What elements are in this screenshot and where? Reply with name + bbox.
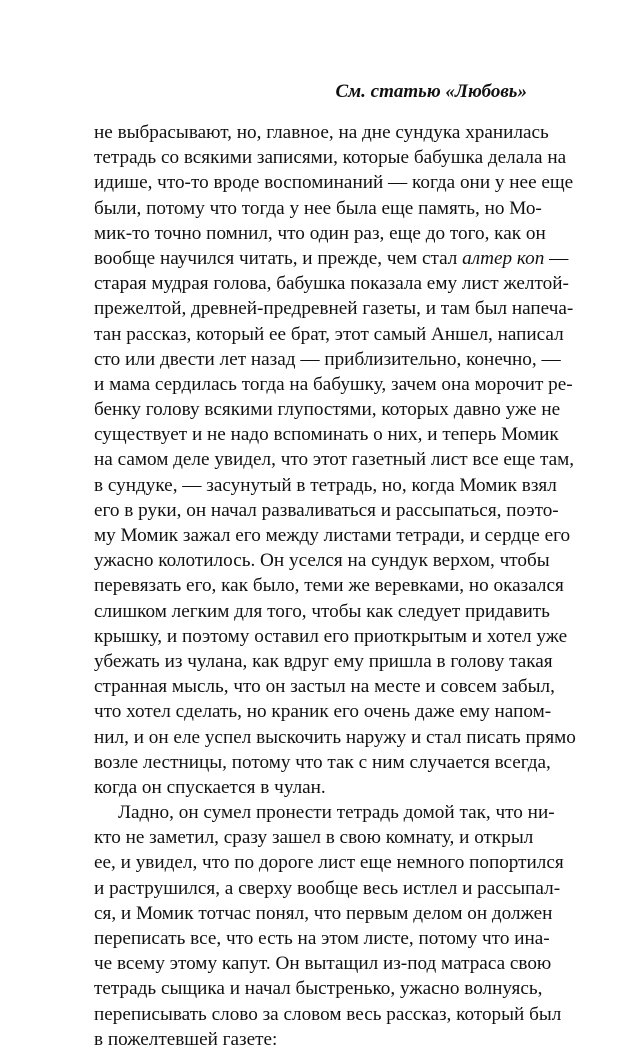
text-line: крышку, и поэтому оставил его приоткрытым и хотел уже [94,625,568,647]
text-line: существует и не надо вспоминать о них, и теперь Момик [94,424,559,446]
text-line: сто или двести лет назад — приблизительно, конечно, — [94,348,561,370]
text-line: нил, и он еле успел выскочить наружу и стал писать прямо [94,726,576,748]
text-line: возле лестницы, потому что так с ним случается всегда, [94,751,551,773]
text-line: убежать из чулана, как вдруг ему пришла в голову такая [94,650,553,672]
text-line: старая мудрая голова, бабушка показала ему лист желтой- [94,273,569,295]
text-segment: вообще научился читать, и прежде, чем стал [94,247,463,269]
text-line: перевязать его, как было, теми же веревками, но оказался [94,575,564,597]
text-line: и мама сердилась тогда на бабушку, зачем она морочит ре- [94,373,573,395]
text-line: переписать все, что есть на этом листе, потому что ина- [94,928,550,949]
text-line: и раструшился, а сверху вообще весь истлел и рассыпал- [94,877,561,899]
text-line: в пожелтевшей газете: [94,1028,278,1050]
text-line: ее, и увидел, что по дороге лист еще немного попортился [94,852,564,874]
text-line: были, потому что тогда у нее была еще память, но Мо- [94,197,542,219]
text-line: что хотел сделать, но краник его очень даже ему напом- [94,701,552,723]
text-line: не выбрасывают, но, главное, на дне сундука хранилась [94,122,549,143]
text-line: в сундуке, — засунутый в тетрадь, но, когда Момик взял [94,474,557,496]
italic-phrase: алтер коп [462,247,545,269]
text-line: бенку голову всякими глупостями, которых давно уже не [94,399,561,421]
text-line: тан рассказ, который ее брат, этот самый Аншел, написал [94,323,564,345]
text-line: на самом деле увидел, что этот газетный лист все еще там, [94,449,575,471]
text-line: когда он спускается в чулан. [94,776,326,798]
text-line: идише, что-то вроде воспоминаний — когда они у нее еще [94,172,574,194]
text-line-with-italic [94,246,569,271]
text-line: Ладно, он сумел пронести тетрадь домой так, что ни- [118,802,555,824]
text-line: переписывать слово за словом весь рассказ, который был [94,1003,562,1025]
text-line: его в руки, он начал разваливаться и рассыпаться, поэто- [94,499,559,521]
running-head: См. статью «Любовь» [335,81,527,102]
text-line: прежелтой, древней-предревней газеты, и там был напеча- [94,298,574,320]
text-line: кто не заметил, сразу зашел в свою комнату, и открыл [94,827,534,849]
text-segment: — [544,247,569,269]
text-line: ся, и Момик тотчас понял, что первым делом он должен [94,902,553,924]
text-line: странная мысль, что он застыл на месте и совсем забыл, [94,676,555,698]
text-line: тетрадь со всякими записями, которые бабушка делала на [94,147,567,169]
text-line: тетрадь сыщика и начал быстренько, ужасно волнуясь, [94,978,543,1000]
text-line: му Момик зажал его между листами тетради, и сердце его [94,525,571,546]
text-line: мик-то точно помнил, что один раз, еще до того, как он [94,222,546,244]
text-line: слишком легким для того, чтобы как следует придавить [94,600,550,622]
text-line: че всему этому капут. Он вытащил из-под матраса свою [94,953,552,975]
text-line: ужасно колотилось. Он уселся на сундук верхом, чтобы [94,550,550,572]
body-text [94,120,576,1052]
